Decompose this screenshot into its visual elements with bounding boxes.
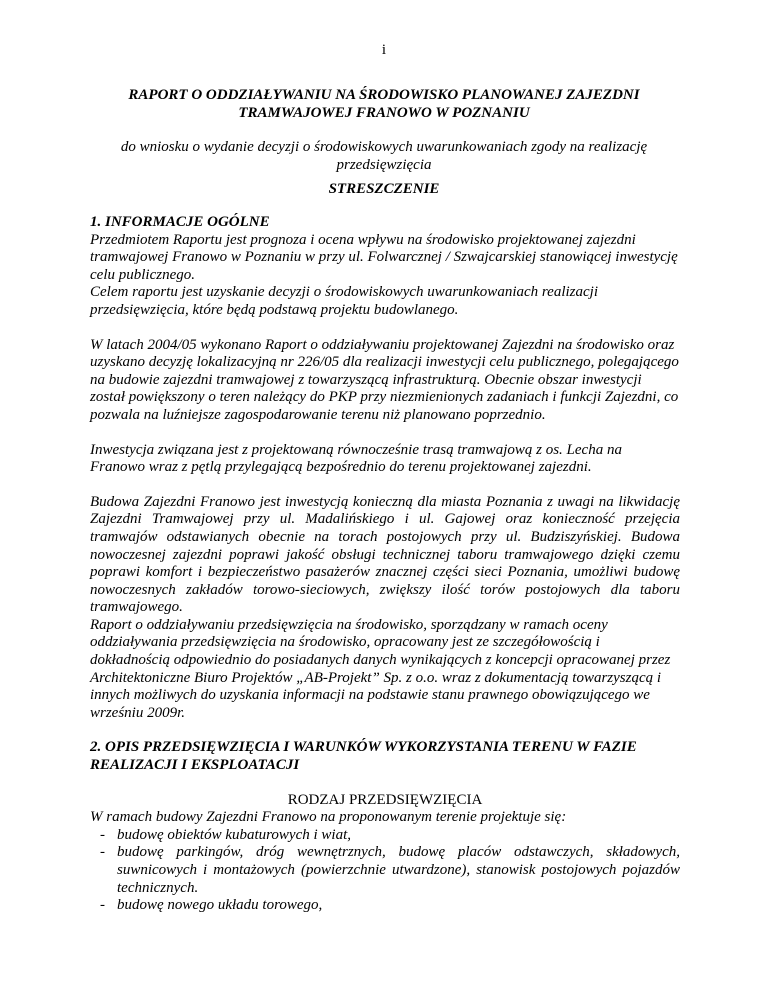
section-1-paragraph-1: Przedmiotem Raportu jest prognoza i ocena wpływu na środowisko projektowanej zajezdni tramwajowej Franowo w Poznaniu w przy ul. Folwarcznej / Szwajcarskiej stanowiącej inwestycję celu publicznego. xyxy=(90,231,678,283)
section-1-paragraph-6: Raport o oddziaływaniu przedsięwzięcia na środowisko, sporządzany w ramach oceny oddziaływania przedsięwzięcia na środowisko, opracowany jest ze szczegółowością i dokładnością odpowiednio do posiadanych danych wynikających z koncepcji opracowanej przez Architektoniczne Biuro Projektów „AB-Projekt” Sp. z o.o. wraz z dokumentacją towarzyszącą i innych możliwych do uzyskania informacji na podstawie stanu prawnego obowiązującego we wrześniu 2009r. xyxy=(90,616,671,721)
bullet-dash: - xyxy=(100,826,105,843)
section-1-paragraph-3: W latach 2004/05 wykonano Raport o oddziaływaniu projektowanej Zajezdni na środowisko oraz uzyskano decyzję lokalizacyjną nr 226/05 dla realizacji inwestycji celu publicznego, polegającego na budowie zajezdni tramwajowej z towarzyszącą infrastrukturą. Obecnie obszar inwestycji został powiększony o teren należący do PKP przy niezmienionych zadaniach i funkcji Zajezdni, co pozwala na luźniejsze zagospodarowanie terenu niż planowano poprzednio. xyxy=(90,336,679,423)
page-number: i xyxy=(381,42,387,58)
project-scope-list xyxy=(90,827,680,915)
document-body xyxy=(90,214,680,915)
summary-heading: STRESZCZENIE xyxy=(328,181,440,197)
list-item-text: budowę obiektów kubaturowych i wiat, xyxy=(117,826,352,843)
section-1-heading: 1. INFORMACJE OGÓLNE xyxy=(90,214,270,230)
list-item xyxy=(90,844,680,897)
section-2-heading: 2. OPIS PRZEDSIĘWZIĘCIA I WARUNKÓW WYKORZYSTANIA TERENU W FAZIE REALIZACJI I EKSPLOATACJI xyxy=(90,739,637,774)
bullet-dash: - xyxy=(100,897,105,914)
list-item xyxy=(90,897,680,915)
list-item-text: budowę parkingów, dróg wewnętrznych, budowę placów odstawczych, składowych, suwnicowych i montażowych (powierzchnie utwardzone), stanowisk postojowych pojazdów technicznych. xyxy=(117,844,680,896)
bullet-dash: - xyxy=(100,844,105,861)
document-title: RAPORT O ODDZIAŁYWANIU NA ŚRODOWISKO PLANOWANEJ ZAJEZDNI TRAMWAJOWEJ FRANOWO W POZNANIU xyxy=(128,87,640,121)
section-2-intro: W ramach budowy Zajezdni Franowo na proponowanym terenie projektuje się: xyxy=(90,809,567,826)
section-1-paragraph-4: Inwestycja związana jest z projektowaną równocześnie trasą tramwajową z os. Lecha na Franowo wraz z pętlą przylegającą bezpośrednio do terenu projektowanej zajezdni. xyxy=(90,441,622,476)
section-1-paragraph-2: Celem raportu jest uzyskanie decyzji o środowiskowych uwarunkowaniach realizacji przedsięwzięcia, które będą podstawą projektu budowlanego. xyxy=(90,284,598,318)
section-2-subheading: RODZAJ PRZEDSIĘWZIĘCIA xyxy=(287,791,483,808)
list-item-text: budowę nowego układu torowego, xyxy=(117,897,323,914)
list-item xyxy=(90,827,680,845)
section-1-paragraph-5: Budowa Zajezdni Franowo jest inwestycją konieczną dla miasta Poznania z uwagi na likwidację Zajezdni Tramwajowej przy ul. Madalińskiego i ul. Gajowej oraz konieczność przejęcia tramwajów odstawianych obecnie na torach postojowych przy ul. Budziszyńskiej. Budowa nowoczesnej zajezdni poprawi jakość obsługi technicznej taboru tramwajowego dzięki czemu poprawi komfort i bezpieczeństwo pasażerów znacznej części sieci Poznania, umożliwi budowę nowoczesnych zakładów torowo-sieciowych, zwiększy ilość torów postojowych dla taboru tramwajowego. xyxy=(90,493,680,616)
document-subtitle: do wniosku o wydanie decyzji o środowiskowych uwarunkowaniach zgody na realizację przedsięwzięcia xyxy=(120,139,648,173)
